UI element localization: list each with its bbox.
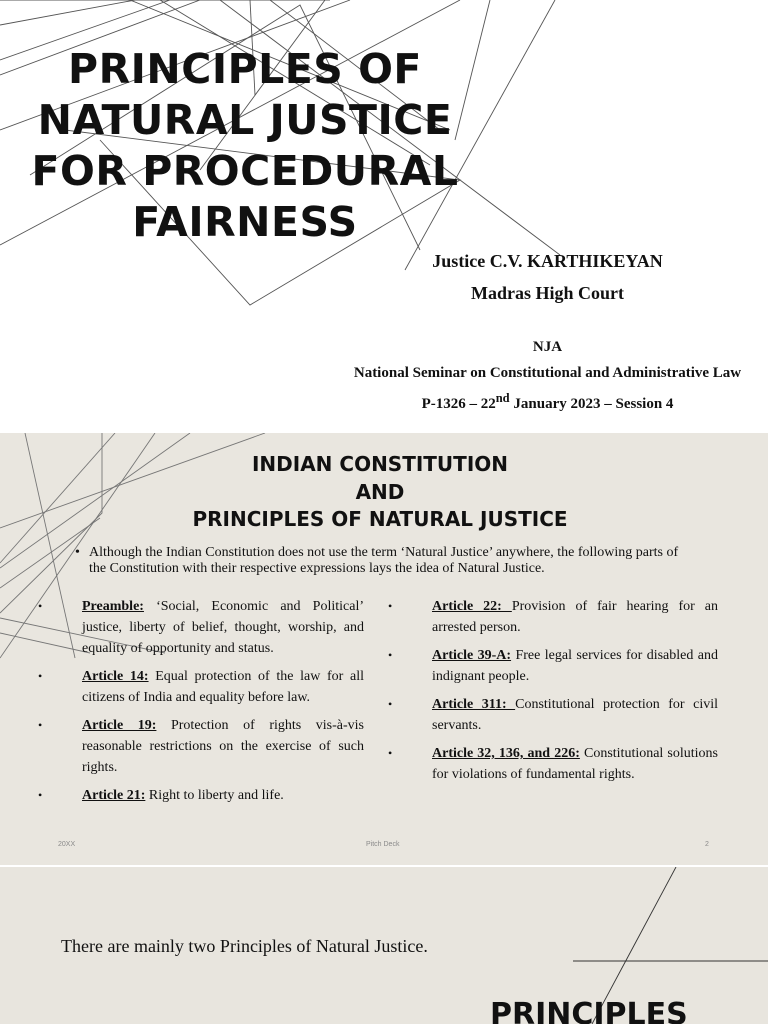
bullet-icon: • — [388, 697, 393, 711]
article-text: Constitutional solutions for violations of fundamental rights. — [432, 746, 718, 782]
article-text: Free legal services for disabled and indignant people. — [432, 648, 718, 684]
slide-title: PRINCIPLES — [490, 997, 688, 1024]
bullet-icon: • — [388, 746, 393, 760]
title-line: INDIAN CONSTITUTION — [251, 452, 508, 476]
articles-list-left — [38, 596, 364, 813]
articles-list-right — [388, 596, 718, 792]
article-text: Right to liberty and life. — [145, 788, 284, 803]
session-prefix: P-1326 – 22 — [421, 396, 496, 412]
list-item — [388, 596, 718, 638]
title-line: NATURAL JUSTICE — [37, 96, 453, 144]
title-line: PRINCIPLES OF — [68, 45, 422, 93]
bullet-icon: • — [38, 718, 43, 732]
article-text: Constitutional protection for civil servants. — [432, 697, 718, 733]
article-label: Article 22: — [432, 599, 512, 614]
bullet-icon: • — [388, 648, 393, 662]
list-item — [38, 666, 364, 708]
organization: NJA — [532, 339, 563, 355]
article-text: Protection of rights vis-à-vis reasonable restrictions on the exercise of such rights. — [82, 718, 364, 775]
constitution-slide — [0, 433, 768, 865]
bullet-icon: • — [38, 788, 43, 802]
list-item — [388, 694, 718, 736]
list-item — [38, 715, 364, 778]
title-line: FAIRNESS — [132, 198, 358, 246]
title-line: AND — [355, 479, 405, 504]
principles-slide — [0, 867, 768, 1024]
article-text: Provision of fair hearing for an arrested person. — [432, 599, 718, 635]
footer-date: 20XX — [58, 841, 76, 848]
author-name: Justice C.V. KARTHIKEYAN — [432, 251, 663, 271]
article-label: Article 39-A: — [432, 648, 512, 663]
list-item — [38, 596, 364, 659]
seminar-name: National Seminar on Constitutional and Administrative Law — [353, 365, 742, 381]
article-label: Preamble: — [82, 599, 144, 614]
title-line: PRINCIPLES OF NATURAL JUSTICE — [192, 507, 568, 531]
article-label: Article 19: — [82, 718, 157, 733]
title-slide — [0, 0, 768, 433]
article-label: Article 21: — [82, 788, 146, 803]
article-label: Article 14: — [82, 669, 149, 684]
list-item — [388, 645, 718, 687]
article-text: Equal protection of the law for all citizens of India and equality before law. — [82, 669, 365, 705]
page-number: 2 — [705, 841, 709, 848]
bullet-icon: • — [38, 599, 43, 613]
article-label: Article 311: — [432, 697, 516, 712]
article-label: Article 32, 136, and 226: — [432, 746, 580, 761]
session-info — [380, 391, 715, 413]
bullet-icon: • — [75, 545, 80, 560]
list-item — [388, 743, 718, 785]
article-text: ‘Social, Economic and Political’ justice, liberty of belief, thought, worship, and equality of opportunity and status. — [82, 599, 364, 656]
intro-paragraph — [75, 545, 695, 577]
title-line: FOR PROCEDURAL — [31, 147, 459, 195]
list-item — [38, 785, 364, 806]
bullet-icon: • — [388, 599, 393, 613]
session-ordinal: nd — [495, 391, 510, 405]
author-court: Madras High Court — [471, 283, 624, 303]
intro-text: Although the Indian Constitution does not use the term ‘Natural Justice’ anywhere, the following parts of the Constitution with their respective expressions lays the idea of Natural Justice. — [89, 545, 679, 576]
body-text: There are mainly two Principles of Natural Justice. — [61, 936, 428, 956]
slide-title — [150, 451, 610, 534]
presentation-title — [20, 44, 470, 248]
session-suffix: January 2023 – Session 4 — [509, 396, 674, 412]
footer-title: Pitch Deck — [366, 841, 400, 848]
bullet-icon: • — [38, 669, 43, 683]
